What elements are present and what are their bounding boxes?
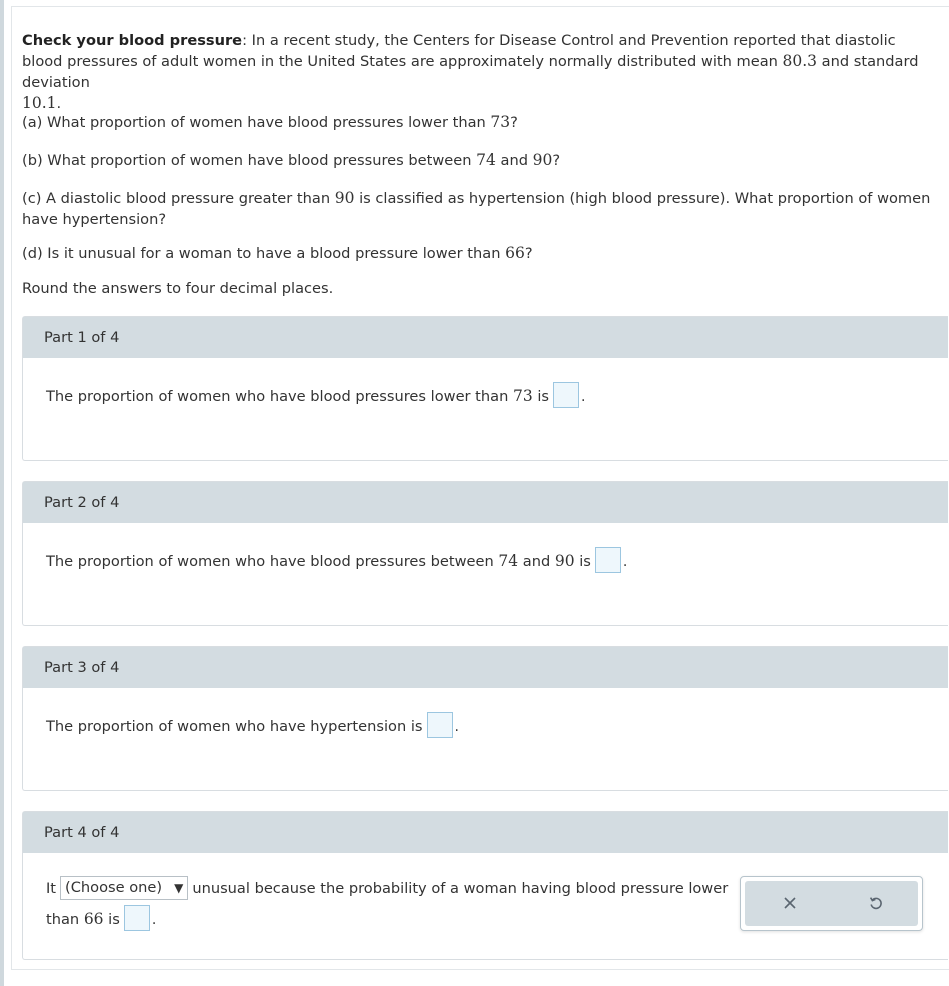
qd-text: (d) Is it unusual for a woman to have a blood pressure lower than — [22, 245, 506, 262]
part-2 — [22, 481, 948, 626]
part-2-is: is — [574, 553, 591, 570]
part-3-period: . — [454, 719, 459, 735]
part-4-number: 66 — [83, 910, 104, 928]
part-2-number-2: 90 — [554, 552, 575, 570]
part-4-is: is — [103, 911, 120, 928]
intro-text-2: and standard deviation — [22, 53, 919, 91]
qb-end: ? — [552, 152, 561, 169]
part-1 — [22, 316, 948, 461]
answer-tools — [740, 876, 923, 931]
part-1-text: The proportion of women who have blood pressures lower than — [46, 388, 513, 405]
qa-number: 73 — [490, 113, 511, 131]
qd-number: 66 — [505, 244, 525, 262]
qb-number-2: 90 — [532, 151, 553, 169]
sd-value: 10.1 — [22, 94, 57, 112]
part-1-period: . — [581, 389, 586, 405]
question-b — [22, 150, 560, 171]
part-4-it: It — [46, 880, 57, 897]
part-1-is: is — [532, 388, 550, 405]
part-2-number-1: 74 — [498, 552, 519, 570]
part-4-header: Part 4 of 4 — [23, 812, 948, 853]
answer-tools-inner — [745, 881, 918, 926]
part-4-line-1 — [46, 877, 728, 901]
qa-text: (a) What proportion of women have blood pressures lower than — [22, 114, 491, 131]
part-1-number: 73 — [513, 387, 533, 405]
question-d — [22, 243, 533, 264]
rounding-instruction: Round the answers to four decimal places. — [22, 280, 334, 297]
clear-button[interactable] — [775, 890, 805, 916]
part-3-answer-input[interactable] — [427, 712, 453, 738]
reset-button[interactable] — [861, 890, 891, 916]
part-4-text: unusual because the probability of a woman having blood pressure lower — [192, 880, 729, 897]
part-4-period: . — [151, 912, 157, 928]
part-2-period: . — [622, 554, 628, 570]
part-2-answer-input[interactable] — [595, 547, 621, 573]
close-icon — [783, 896, 797, 910]
part-4-line-2 — [46, 907, 156, 933]
dropdown-caret-icon: ▼ — [174, 881, 184, 895]
unusual-select[interactable] — [60, 876, 188, 900]
part-2-mid: and — [518, 553, 555, 570]
part-4-than: than — [46, 911, 84, 928]
part-2-text: The proportion of women who have blood pressures between — [46, 553, 499, 570]
part-3-answer-line — [46, 714, 459, 740]
qb-number-1: 74 — [476, 151, 496, 169]
undo-icon — [868, 895, 884, 911]
part-2-answer-line — [46, 549, 627, 575]
part-3-header: Part 3 of 4 — [23, 647, 948, 688]
qb-mid: and — [495, 152, 533, 169]
unusual-select-value: (Choose one) — [65, 879, 163, 896]
qa-end: ? — [510, 114, 518, 131]
qc-text-2: is classified as hypertension (high blood pressure). What proportion of women have hypertension? — [22, 190, 931, 228]
part-3-text: The proportion of women who have hypertension is — [46, 718, 423, 735]
left-rail — [0, 0, 4, 986]
question-c — [22, 188, 947, 230]
part-1-header: Part 1 of 4 — [23, 317, 948, 358]
question-a — [22, 112, 518, 133]
part-4-answer-input[interactable] — [124, 905, 150, 931]
qc-number: 90 — [334, 189, 355, 207]
problem-lead: Check your blood pressure — [22, 32, 243, 49]
part-2-header: Part 2 of 4 — [23, 482, 948, 523]
problem-intro — [22, 30, 932, 114]
qb-text: (b) What proportion of women have blood pressures between — [22, 152, 477, 169]
part-1-answer-line — [46, 384, 585, 410]
qd-end: ? — [524, 245, 533, 262]
part-1-answer-input[interactable] — [553, 382, 579, 408]
qc-text-1: (c) A diastolic blood pressure greater than — [22, 190, 335, 207]
part-3 — [22, 646, 948, 791]
mean-value: 80.3 — [782, 52, 818, 70]
intro-text-3: . — [56, 95, 62, 112]
intro-text-1: : In a recent study, the Centers for Disease Control and Prevention reported that diastolic blood pressures of adult women in the United States are approximately normally distributed with mean — [22, 32, 896, 70]
